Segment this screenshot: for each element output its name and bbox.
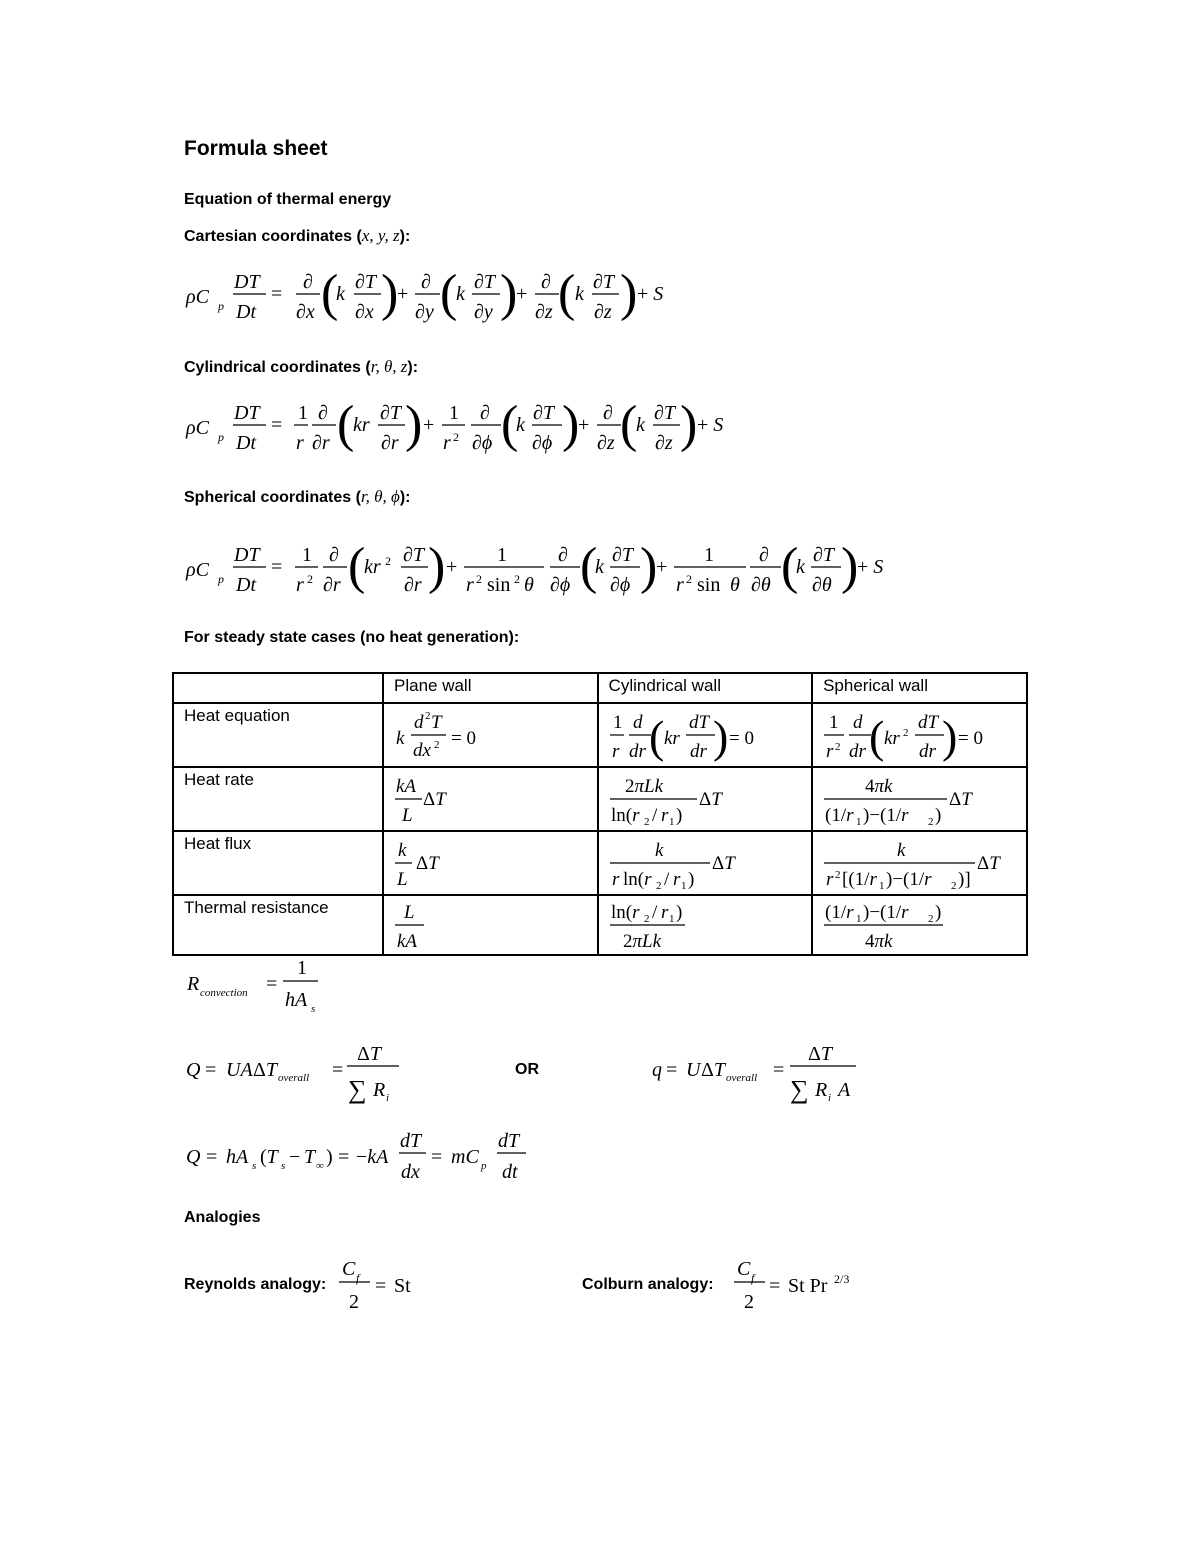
svg-text:): ) [428, 538, 446, 595]
svg-text:k: k [654, 840, 663, 861]
svg-text:∂x: ∂x [296, 301, 315, 323]
svg-text:k: k [897, 840, 906, 861]
colburn-analogy-label: Colburn analogy: [582, 1276, 714, 1293]
svg-text:r: r [826, 869, 834, 890]
svg-text:2: 2 [349, 1291, 359, 1313]
svg-text:Dt: Dt [236, 574, 256, 596]
svg-text:): ) [381, 265, 399, 322]
svg-text:r: r [466, 574, 474, 596]
table-header-row [173, 673, 1027, 703]
svg-text:r: r [296, 574, 304, 596]
page-title: Formula sheet [184, 137, 328, 160]
svg-text:r: r [611, 741, 619, 762]
svg-text:(: ( [440, 265, 458, 322]
svg-text:+: + [516, 283, 528, 305]
svg-text:2: 2 [928, 913, 934, 925]
cell-spherical-heat-equation [812, 703, 1027, 767]
svg-text:r: r [443, 432, 451, 454]
svg-text:s: s [281, 1160, 286, 1172]
svg-text:r: r [672, 869, 680, 890]
svg-text:(: ( [348, 538, 366, 595]
svg-text:i: i [828, 1092, 832, 1104]
svg-text:k: k [396, 728, 405, 749]
table-header-plane-wall: Plane wall [383, 673, 598, 703]
svg-text:ρC: ρC [186, 559, 209, 581]
svg-text:+: + [446, 556, 458, 578]
svg-text:∂: ∂ [480, 402, 490, 424]
svg-text:=: = [338, 1146, 350, 1168]
svg-text:hA: hA [285, 989, 308, 1011]
svg-text:L: L [397, 869, 408, 890]
svg-text:): ) [326, 1146, 333, 1168]
svg-text:dx: dx [401, 1161, 420, 1183]
svg-text:1: 1 [497, 544, 507, 566]
svg-text:Q: Q [186, 1059, 201, 1081]
svg-text:=: = [773, 1059, 785, 1081]
svg-text:s: s [311, 1003, 316, 1015]
svg-text:∂: ∂ [421, 271, 431, 293]
cell-plane-heat-rate [383, 767, 598, 831]
svg-text:∂r: ∂r [381, 432, 399, 454]
svg-text:ΔT: ΔT [977, 853, 1000, 874]
svg-text:1: 1 [856, 913, 862, 925]
svg-text:p: p [218, 572, 224, 586]
cell-spherical-heat-flux [812, 831, 1027, 895]
svg-text:kA: kA [397, 931, 418, 952]
svg-text:∂: ∂ [759, 544, 769, 566]
svg-text:ln(r: ln(r [610, 902, 640, 923]
svg-text:)−(1/r: )−(1/r [886, 869, 932, 890]
svg-text:overall: overall [726, 1072, 758, 1084]
steady-state-table [172, 672, 1028, 956]
svg-text:mC: mC [451, 1146, 479, 1168]
svg-text:1: 1 [298, 402, 308, 424]
svg-text:f: f [751, 1271, 755, 1285]
svg-text:R: R [187, 973, 200, 995]
svg-text:2: 2 [434, 739, 440, 751]
svg-text:)−(1/r: )−(1/r [863, 902, 909, 923]
svg-text:R: R [815, 1079, 828, 1101]
svg-text:St Pr: St Pr [788, 1275, 828, 1297]
svg-text:θ: θ [524, 574, 534, 596]
table-row [173, 895, 1027, 955]
svg-text:∂ϕ: ∂ϕ [472, 432, 493, 454]
svg-text:ΔT: ΔT [357, 1043, 381, 1065]
svg-text:2: 2 [686, 572, 692, 586]
svg-text:ρC: ρC [186, 417, 209, 439]
svg-text:/: / [651, 902, 657, 923]
cartesian-equation [185, 265, 663, 323]
svg-text:∞: ∞ [316, 1160, 324, 1172]
svg-text:(: ( [321, 265, 339, 322]
svg-text:2: 2 [385, 554, 391, 568]
svg-text:= 0: = 0 [451, 728, 476, 749]
svg-text:+ S: + S [857, 556, 884, 578]
svg-text:C: C [342, 1258, 356, 1280]
svg-text:ρC: ρC [186, 286, 209, 308]
svg-text:): ) [675, 805, 682, 826]
svg-text:=: = [271, 283, 283, 305]
svg-text:ΔT: ΔT [423, 789, 446, 810]
svg-text:∂z: ∂z [655, 432, 673, 454]
svg-text:∂: ∂ [558, 544, 568, 566]
svg-text:(T: (T [260, 1146, 278, 1168]
table-header-spherical-wall: Spherical wall [812, 673, 1027, 703]
svg-text:2: 2 [643, 913, 650, 925]
table-row [173, 703, 1027, 767]
svg-text:−kA: −kA [356, 1146, 389, 1168]
svg-text:=: = [271, 414, 283, 436]
svg-text:UA: UA [226, 1059, 253, 1081]
svg-text:i: i [386, 1092, 390, 1104]
svg-text:1: 1 [704, 544, 714, 566]
svg-text:(: ( [580, 538, 598, 595]
svg-text:∂r: ∂r [323, 574, 341, 596]
svg-text:1: 1 [297, 957, 307, 979]
svg-text:∂z: ∂z [597, 432, 615, 454]
svg-text:s: s [252, 1160, 257, 1172]
svg-text:(: ( [337, 396, 355, 453]
svg-text:): ) [405, 396, 423, 453]
svg-text:+: + [578, 414, 590, 436]
svg-text:dr: dr [689, 741, 707, 762]
svg-text:DT: DT [234, 402, 260, 424]
svg-text:∂z: ∂z [594, 301, 612, 323]
svg-text:q: q [652, 1059, 662, 1081]
svg-text:2: 2 [307, 572, 313, 586]
svg-text:1: 1 [829, 712, 839, 733]
svg-text:kA: kA [396, 776, 417, 797]
cell-plane-heat-equation [383, 703, 598, 767]
svg-text:=: = [206, 1146, 218, 1168]
section-heading-cartesian: Cartesian coordinates (x, y, z): [184, 226, 411, 245]
svg-text:U: U [686, 1059, 701, 1081]
svg-text:k: k [796, 556, 805, 578]
svg-text:kr: kr [364, 556, 381, 578]
svg-text:+: + [423, 414, 435, 436]
svg-text:+ S: + S [637, 283, 664, 305]
svg-text:1: 1 [612, 712, 623, 733]
table-row [173, 831, 1027, 895]
svg-text:θ: θ [730, 574, 740, 596]
svg-text:T: T [431, 712, 442, 733]
svg-text:∂: ∂ [318, 402, 328, 424]
svg-text:(: ( [558, 265, 576, 322]
svg-text:∂r: ∂r [312, 432, 330, 454]
svg-text:/: / [663, 869, 669, 890]
svg-text:f: f [356, 1271, 360, 1285]
table-row [173, 767, 1027, 831]
svg-text:p: p [218, 299, 224, 313]
svg-text:kr: kr [353, 414, 370, 436]
svg-text:2: 2 [514, 572, 520, 586]
svg-text:St: St [394, 1275, 411, 1297]
svg-text:overall: overall [278, 1072, 310, 1084]
svg-text:+ S: + S [697, 414, 724, 436]
svg-text:DT: DT [234, 544, 260, 566]
svg-text:convection: convection [200, 987, 248, 999]
svg-text:=: = [431, 1146, 443, 1168]
svg-text:ΔT: ΔT [698, 789, 722, 810]
svg-text:= 0: = 0 [958, 728, 984, 749]
svg-text:∂r: ∂r [404, 574, 422, 596]
svg-text:k: k [575, 283, 584, 305]
svg-text:(: ( [648, 711, 664, 762]
svg-text:d: d [414, 712, 424, 733]
svg-text:ΔT: ΔT [701, 1059, 725, 1081]
svg-text:2: 2 [928, 816, 934, 828]
svg-text:)]: )] [958, 869, 971, 890]
svg-text:r: r [660, 902, 668, 923]
svg-text:(1/r: (1/r [825, 902, 854, 923]
svg-text:[(1/r: [(1/r [842, 869, 877, 890]
svg-text:ln(r: ln(r [622, 869, 652, 890]
svg-text:): ) [675, 902, 682, 923]
svg-text:−: − [289, 1146, 301, 1168]
svg-text:p: p [218, 430, 224, 444]
svg-text:∂T: ∂T [474, 271, 496, 293]
svg-text:∂T: ∂T [654, 402, 676, 424]
svg-text:A: A [838, 1079, 851, 1101]
svg-text:sin: sin [487, 574, 511, 596]
svg-text:): ) [620, 265, 638, 322]
svg-text:=: = [769, 1275, 781, 1297]
svg-text:C: C [737, 1258, 751, 1280]
svg-text:dt: dt [502, 1161, 518, 1183]
svg-text:∂ϕ: ∂ϕ [550, 574, 571, 596]
svg-text:∂: ∂ [329, 544, 339, 566]
svg-text:k: k [636, 414, 645, 436]
cell-cylindrical-heat-equation [598, 703, 813, 767]
cylindrical-equation [185, 396, 723, 454]
svg-text:): ) [841, 538, 859, 595]
cell-cylindrical-heat-rate [598, 767, 813, 831]
svg-text:∂T: ∂T [355, 271, 377, 293]
svg-text:∂ϕ: ∂ϕ [610, 574, 631, 596]
svg-text:2πLk: 2πLk [624, 776, 663, 797]
svg-text:Q: Q [186, 1146, 201, 1168]
section-heading-spherical: Spherical coordinates (r, θ, ϕ): [184, 487, 411, 506]
row-label-heat-flux: Heat flux [173, 831, 383, 895]
svg-text:∂: ∂ [603, 402, 613, 424]
cell-cylindrical-thermal-resistance [598, 895, 813, 955]
svg-text:2: 2 [835, 869, 841, 881]
cell-spherical-thermal-resistance [812, 895, 1027, 955]
cell-spherical-heat-rate [812, 767, 1027, 831]
svg-text:kr: kr [663, 728, 680, 749]
cell-plane-thermal-resistance [383, 895, 598, 955]
svg-text:dT: dT [498, 1130, 520, 1152]
svg-text:dr: dr [849, 741, 866, 762]
reynolds-analogy-label: Reynolds analogy: [184, 1276, 327, 1293]
svg-text:∑: ∑ [348, 1075, 367, 1104]
svg-text:2: 2 [453, 430, 459, 444]
svg-text:): ) [687, 869, 694, 890]
svg-text:): ) [942, 711, 958, 762]
svg-text:=: = [271, 556, 283, 578]
table-header-empty [173, 673, 383, 703]
svg-text:1: 1 [668, 816, 675, 828]
svg-text:1: 1 [302, 544, 312, 566]
svg-text:2: 2 [903, 727, 909, 739]
svg-text:∂y: ∂y [474, 301, 493, 323]
svg-text:r: r [826, 741, 834, 762]
svg-text:1: 1 [449, 402, 459, 424]
svg-text:∂ϕ: ∂ϕ [532, 432, 553, 454]
svg-text:r: r [676, 574, 684, 596]
svg-text:dT: dT [688, 712, 709, 733]
row-label-thermal-resistance: Thermal resistance [173, 895, 383, 955]
table-header-cylindrical-wall: Cylindrical wall [598, 673, 813, 703]
svg-text:∂θ: ∂θ [751, 574, 771, 596]
svg-text:∂T: ∂T [813, 544, 835, 566]
svg-text:ΔT: ΔT [416, 853, 439, 874]
or-label: OR [515, 1061, 539, 1078]
svg-text:ln(r: ln(r [610, 805, 640, 826]
svg-text:2: 2 [425, 710, 431, 722]
svg-text:/: / [651, 805, 657, 826]
cell-plane-heat-flux [383, 831, 598, 895]
svg-text:2: 2 [835, 741, 841, 753]
svg-text:r: r [660, 805, 668, 826]
svg-text:ΔT: ΔT [253, 1059, 277, 1081]
section-heading-analogies: Analogies [184, 1209, 261, 1226]
svg-text:=: = [266, 973, 278, 995]
svg-text:k: k [595, 556, 604, 578]
svg-text:=: = [375, 1275, 387, 1297]
svg-text:2πLk: 2πLk [622, 931, 661, 952]
svg-text:ΔT: ΔT [808, 1043, 832, 1065]
svg-text:∂T: ∂T [533, 402, 555, 424]
r-convection-equation [186, 957, 318, 1015]
svg-text:=: = [666, 1059, 678, 1081]
svg-text:2: 2 [744, 1291, 754, 1313]
svg-text:): ) [680, 396, 698, 453]
svg-text:k: k [456, 283, 465, 305]
svg-text:): ) [640, 538, 658, 595]
svg-text:L: L [404, 902, 415, 923]
svg-text:1: 1 [879, 880, 885, 892]
svg-text:d: d [632, 712, 643, 733]
svg-text:(: ( [869, 711, 885, 762]
svg-text:kr: kr [884, 728, 900, 749]
svg-text:4πk: 4πk [865, 776, 893, 797]
svg-text:): ) [562, 396, 580, 453]
row-label-heat-equation: Heat equation [173, 703, 383, 767]
svg-text:T: T [304, 1146, 316, 1168]
svg-text:(1/r: (1/r [825, 805, 854, 826]
svg-text:2: 2 [951, 880, 957, 892]
svg-text:(: ( [501, 396, 519, 453]
heat-balance-equation [186, 1130, 526, 1183]
svg-text:∂T: ∂T [403, 544, 425, 566]
svg-text:): ) [712, 711, 728, 762]
svg-text:1: 1 [856, 816, 862, 828]
svg-text:dr: dr [628, 741, 646, 762]
reynolds-analogy-equation [339, 1258, 411, 1313]
svg-text:)−(1/r: )−(1/r [863, 805, 909, 826]
svg-text:r: r [611, 869, 619, 890]
svg-text:dT: dT [400, 1130, 422, 1152]
svg-text:2: 2 [643, 816, 650, 828]
svg-text:(: ( [781, 538, 799, 595]
svg-text:∂z: ∂z [535, 301, 553, 323]
section-heading-cylindrical: Cylindrical coordinates (r, θ, z): [184, 357, 419, 376]
svg-text:ΔT: ΔT [949, 789, 972, 810]
svg-text:L: L [402, 805, 413, 826]
section-heading-steady-state: For steady state cases (no heat generation): [184, 629, 520, 646]
svg-text:R: R [373, 1079, 386, 1101]
svg-text:(: ( [620, 396, 638, 453]
svg-text:Dt: Dt [236, 301, 256, 323]
svg-text:dr: dr [919, 741, 936, 762]
svg-text:r: r [296, 432, 304, 454]
svg-text:2: 2 [476, 572, 482, 586]
svg-text:): ) [500, 265, 518, 322]
svg-text:k: k [398, 840, 407, 861]
svg-text:=: = [205, 1059, 217, 1081]
spherical-equation [185, 538, 883, 596]
svg-text:hA: hA [226, 1146, 249, 1168]
svg-text:k: k [516, 414, 525, 436]
svg-text:2/3: 2/3 [834, 1272, 850, 1286]
svg-text:∂T: ∂T [380, 402, 402, 424]
svg-text:d: d [853, 712, 863, 733]
svg-text:): ) [935, 902, 942, 923]
svg-text:sin: sin [697, 574, 721, 596]
svg-text:∂θ: ∂θ [812, 574, 832, 596]
section-heading-thermal-energy: Equation of thermal energy [184, 191, 392, 208]
svg-text:Dt: Dt [236, 432, 256, 454]
svg-text:+: + [397, 283, 409, 305]
svg-text:+: + [656, 556, 668, 578]
svg-text:=: = [332, 1059, 344, 1081]
svg-text:1: 1 [680, 880, 687, 892]
svg-text:2: 2 [655, 880, 662, 892]
svg-text:∂T: ∂T [593, 271, 615, 293]
svg-text:∂y: ∂y [415, 301, 434, 323]
svg-text:∂: ∂ [303, 271, 313, 293]
svg-text:dx: dx [413, 740, 431, 761]
svg-text:DT: DT [234, 271, 260, 293]
svg-text:ΔT: ΔT [711, 853, 735, 874]
svg-text:p: p [481, 1160, 487, 1172]
svg-text:): ) [935, 805, 942, 826]
svg-text:4πk: 4πk [865, 931, 893, 952]
svg-text:1: 1 [668, 913, 675, 925]
overall-heat-transfer-equation [186, 1043, 856, 1104]
svg-text:∂x: ∂x [355, 301, 374, 323]
svg-text:∂T: ∂T [612, 544, 634, 566]
svg-text:k: k [336, 283, 345, 305]
svg-text:= 0: = 0 [728, 728, 754, 749]
svg-text:dT: dT [918, 712, 939, 733]
colburn-analogy-equation [734, 1258, 849, 1313]
svg-text:∑: ∑ [790, 1075, 809, 1104]
svg-text:∂: ∂ [541, 271, 551, 293]
row-label-heat-rate: Heat rate [173, 767, 383, 831]
cell-cylindrical-heat-flux [598, 831, 813, 895]
